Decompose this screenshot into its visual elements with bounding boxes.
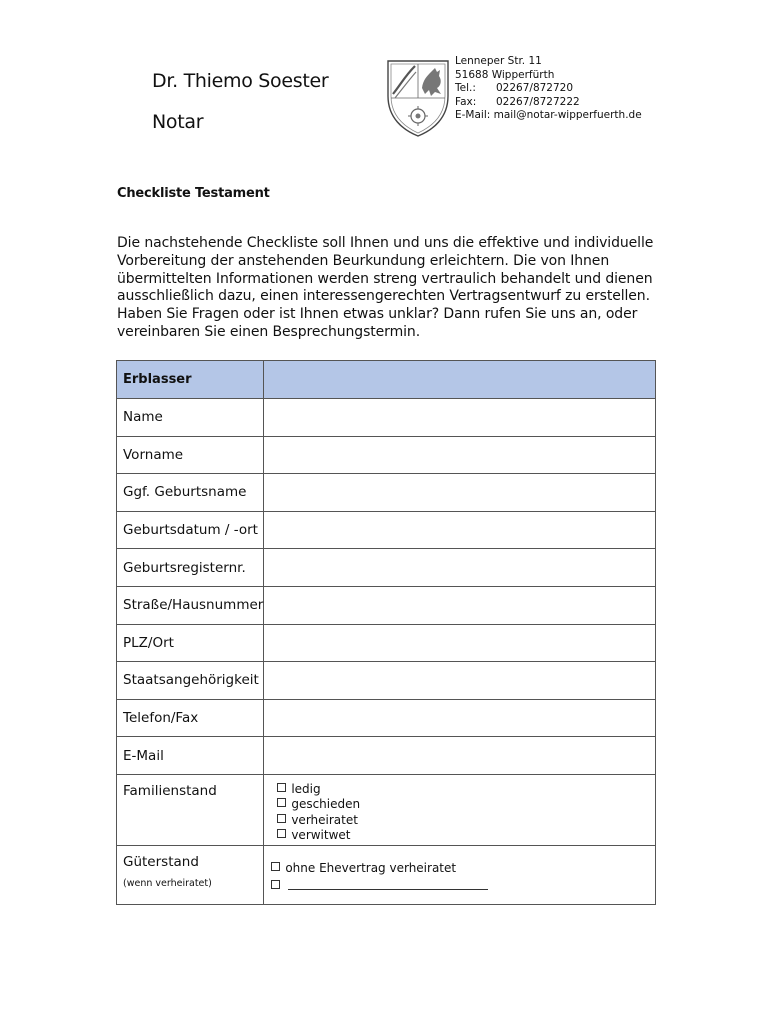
table-row (117, 737, 656, 775)
plz-ort-field[interactable] (264, 624, 656, 662)
name-field[interactable] (264, 399, 656, 437)
fax-number: 02267/8727222 (496, 95, 580, 108)
gueterstand-options (264, 845, 656, 904)
option-other[interactable] (271, 877, 655, 895)
intro-line: vereinbaren Sie einen Besprechungstermin. (117, 323, 421, 340)
checkbox-icon[interactable] (277, 798, 286, 807)
strasse-field[interactable] (264, 586, 656, 624)
intro-line: Die nachstehende Checkliste soll Ihnen und uns die effektive und individuelle (117, 235, 654, 251)
table-row (117, 436, 656, 474)
option-label: ledig (291, 781, 321, 796)
field-label: Staatsangehörigkeit (117, 662, 264, 700)
field-label (117, 845, 264, 904)
table-header-row (117, 361, 656, 399)
blank-line[interactable] (288, 880, 488, 890)
notary-title: Notar (152, 111, 204, 133)
geburtsname-field[interactable] (264, 474, 656, 512)
fax-label: Fax: (455, 95, 477, 108)
gueterstand-note: (wenn verheiratet) (123, 877, 212, 889)
option-label: geschieden (291, 797, 361, 812)
table-row (117, 399, 656, 437)
checkbox-icon[interactable] (277, 814, 286, 823)
familienstand-label: Familienstand (123, 782, 217, 799)
street: Lenneper Str. 11 (455, 55, 542, 67)
table-row (117, 474, 656, 512)
checklist-table (116, 360, 656, 905)
option-verwitwet[interactable] (277, 828, 655, 844)
table-row (117, 586, 656, 624)
field-label: Straße/Hausnummer (117, 586, 264, 624)
table-row (117, 662, 656, 700)
intro-line: ausschließlich dazu, einen interessengerechten Vertragsentwurf zu erstellen. (117, 288, 650, 305)
field-label (117, 774, 264, 845)
option-ledig[interactable] (277, 782, 655, 798)
table-row (117, 774, 656, 845)
intro-line: Vorbereitung der anstehenden Beurkundung erleichtern. Die von Ihnen (117, 252, 610, 269)
city: 51688 Wipperfürth (455, 68, 555, 81)
field-label: PLZ/Ort (117, 624, 264, 662)
field-label: E-Mail (117, 737, 264, 775)
phone-line (455, 82, 642, 96)
field-label: Geburtsdatum / -ort (117, 511, 264, 549)
telefon-fax-field[interactable] (264, 699, 656, 737)
nrw-coat-of-arms-icon (385, 58, 451, 138)
option-verheiratet[interactable] (277, 813, 655, 829)
option-label: ohne Ehevertrag verheiratet (285, 860, 457, 875)
email-field[interactable] (264, 737, 656, 775)
intro-line: übermittelten Informationen werden streng vertraulich behandelt und dienen (117, 270, 653, 287)
table-row (117, 549, 656, 587)
field-label: Telefon/Fax (117, 699, 264, 737)
fax-line (455, 96, 642, 110)
field-label: Ggf. Geburtsname (117, 474, 264, 512)
geburtsdatum-field[interactable] (264, 511, 656, 549)
option-label: verheiratet (291, 812, 358, 827)
option-ohne-ehevertrag[interactable] (271, 859, 655, 877)
table-row (117, 624, 656, 662)
phone-label: Tel.: (455, 82, 476, 95)
checkbox-icon[interactable] (271, 862, 280, 871)
phone-number: 02267/872720 (496, 82, 574, 95)
table-row (117, 845, 656, 904)
section-header: Erblasser (117, 361, 264, 399)
email: E-Mail: mail@notar-wipperfuerth.de (455, 109, 642, 122)
table-row (117, 699, 656, 737)
table-row (117, 511, 656, 549)
intro-paragraph (117, 235, 662, 342)
option-geschieden[interactable] (277, 797, 655, 813)
checkbox-icon[interactable] (277, 829, 286, 838)
notary-name: Dr. Thiemo Soester (152, 70, 329, 92)
field-label: Geburtsregisternr. (117, 549, 264, 587)
vorname-field[interactable] (264, 436, 656, 474)
field-label: Vorname (117, 436, 264, 474)
document-title: Checkliste Testament (117, 186, 270, 201)
geburtsregisternr-field[interactable] (264, 549, 656, 587)
checkbox-icon[interactable] (277, 783, 286, 792)
option-label: verwitwet (291, 828, 351, 843)
field-label: Name (117, 399, 264, 437)
gueterstand-label: Güterstand (123, 853, 199, 870)
checkbox-icon[interactable] (271, 880, 280, 889)
address-block (455, 55, 642, 123)
section-header-fill (264, 361, 656, 399)
familienstand-options (264, 774, 656, 845)
intro-line: Haben Sie Fragen oder ist Ihnen etwas unklar? Dann rufen Sie uns an, oder (117, 306, 638, 323)
staatsangehoerigkeit-field[interactable] (264, 662, 656, 700)
